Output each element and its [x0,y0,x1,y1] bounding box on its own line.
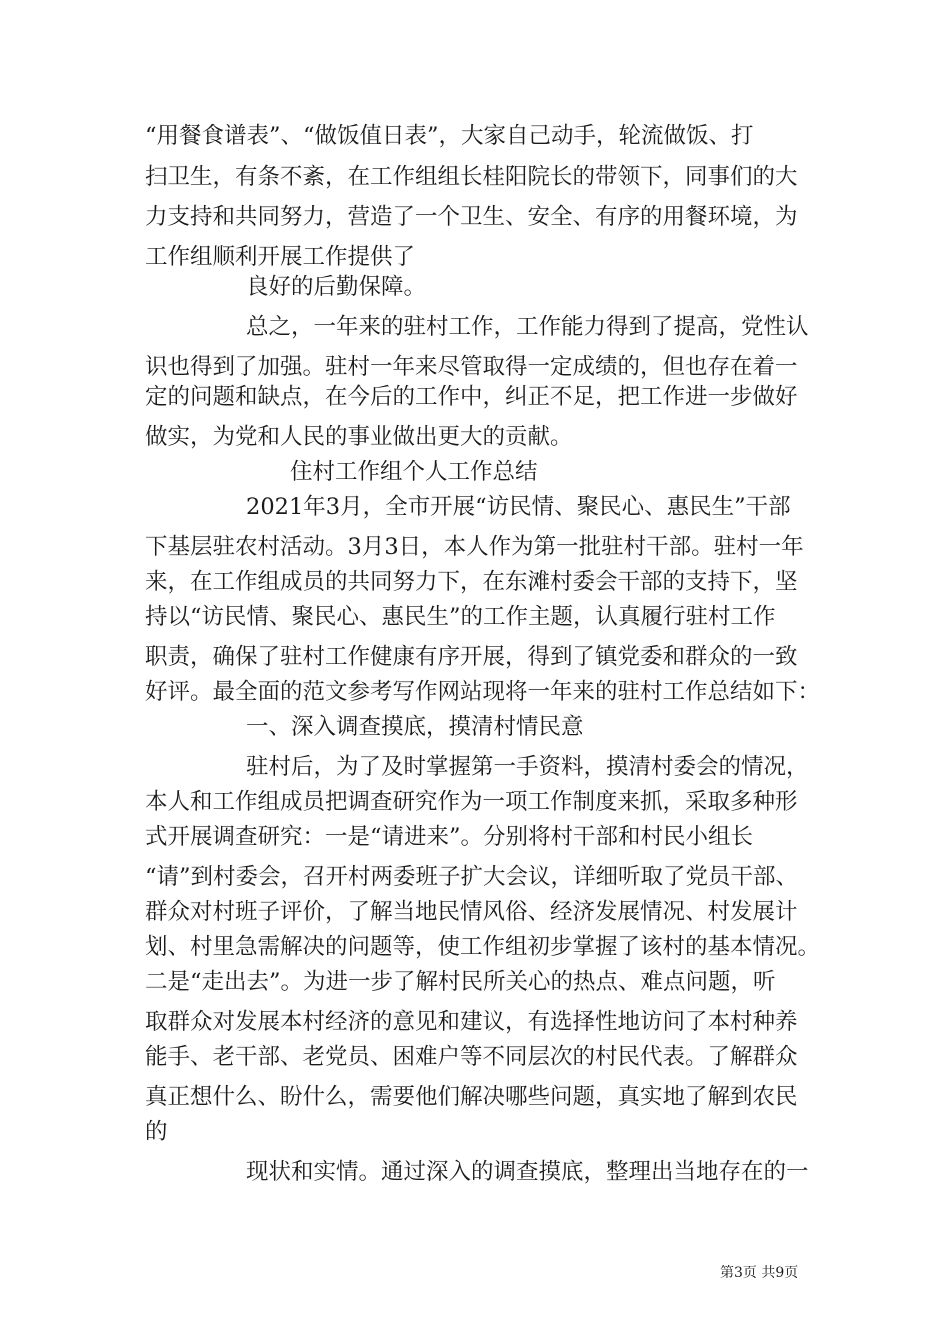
text-line-7: 识也得到了加强。驻村一年来尽管取得一定成绩的，但也存在着一 [145,354,798,380]
text-line-6: 总之，一年来的驻村工作，工作能力得到了提高，党性认 [246,314,809,340]
text-line-1: “用餐食谱表”、“做饭值日表”，大家自己动手，轮流做饭、打 [145,123,754,149]
text-line-26: 能手、老干部、老党员、困难户等不同层次的村民代表。了解群众 [145,1044,798,1070]
text-line-16: 好评。最全面的范文参考写作网站现将一年来的驻村工作总结如下： [145,679,821,705]
text-line-2: 扫卫生，有条不紊，在工作组组长桂阳院长的带领下，同事们的大 [145,164,798,190]
text-line-4: 工作组顺利开展工作提供了 [145,244,416,270]
section-title: 住村工作组个人工作总结 [290,459,538,485]
text-line-24: 二是“走出去”。为进一步了解村民所关心的热点、难点问题，听 [145,969,776,995]
text-line-28: 的 [145,1119,168,1145]
text-line-11: 2021年3月，全市开展“访民情、聚民心、惠民生”干部 [246,494,791,520]
text-line-23: 划、村里急需解决的问题等，使工作组初步掌握了该村的基本情况。 [145,934,821,960]
text-line-19: 本人和工作组成员把调查研究作为一项工作制度来抓，采取多种形 [145,789,798,815]
subheading-1: 一、深入调查摸底，摸清村情民意 [246,714,584,740]
text-line-27: 真正想什么、盼什么，需要他们解决哪些问题，真实地了解到农民 [145,1084,798,1110]
text-line-13: 来，在工作组成员的共同努力下，在东滩村委会干部的支持下，坚 [145,569,798,595]
text-line-15: 职责，确保了驻村工作健康有序开展，得到了镇党委和群众的一致 [145,644,798,670]
text-line-14: 持以“访民情、聚民心、惠民生”的工作主题，认真履行驻村工作 [145,604,776,630]
text-line-3: 力支持和共同努力，营造了一个卫生、安全、有序的用餐环境，为 [145,204,798,230]
text-line-20: 式开展调查研究：一是“请进来”。分别将村干部和村民小组长 [145,824,754,850]
text-line-12: 下基层驻农村活动。3月3日，本人作为第一批驻村干部。驻村一年 [145,534,804,560]
page-number-footer: 第3页 共9页 [720,1265,799,1281]
text-line-5: 良好的后勤保障。 [246,274,427,300]
text-line-8: 定的问题和缺点，在今后的工作中，纠正不足，把工作进一步做好 [145,384,798,410]
text-line-18: 驻村后，为了及时掌握第一手资料，摸清村委会的情况， [246,754,809,780]
text-line-21: “请”到村委会，召开村两委班子扩大会议，详细听取了党员干部、 [145,864,799,890]
text-line-29: 现状和实情。通过深入的调查摸底，整理出当地存在的一 [246,1159,809,1185]
text-line-9: 做实，为党和人民的事业做出更大的贡献。 [145,424,573,450]
text-line-22: 群众对村班子评价，了解当地民情风俗、经济发展情况、村发展计 [145,899,798,925]
text-line-25: 取群众对发展本村经济的意见和建议，有选择性地访问了本村种养 [145,1009,798,1035]
